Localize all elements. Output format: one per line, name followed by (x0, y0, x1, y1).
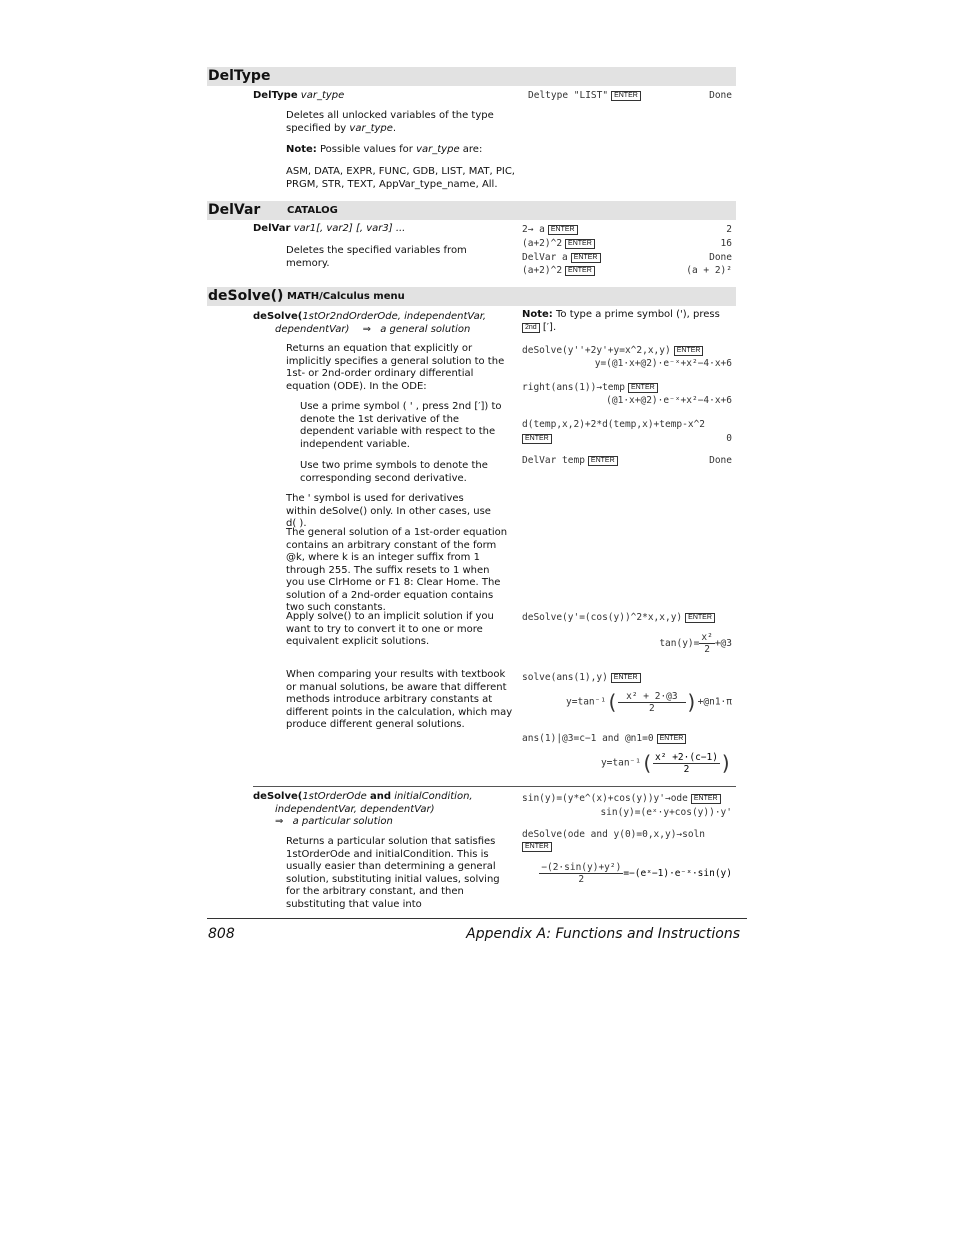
deltype-note-label: Note: (286, 144, 317, 155)
desolve-ex5-right: +@3 (714, 638, 732, 649)
deltype-example-result: Done (709, 90, 732, 101)
desolve-syntax1-result: a general solution (380, 324, 471, 335)
desolve-note-label: Note: (522, 309, 553, 320)
desolve-syntax1 (253, 310, 513, 336)
desolve-p7: When comparing your results with textbook or manual solutions, be aware that different methods introduce arbitrary constants at different points in the calculation, which may produce different general solutions. (286, 669, 513, 730)
desolve-ex6-result (566, 690, 732, 714)
delvar-syntax-rest: var1[, var2] [, var3] ... (293, 223, 406, 234)
enter-key: ENTER (588, 456, 618, 466)
deltype-note-arg: var_type (416, 144, 460, 155)
delvar-ex-cmd-text: (a+2)^2 (522, 265, 563, 276)
deltype-description (286, 110, 496, 135)
deltype-desc-arg: var_type (349, 122, 393, 134)
desolve-ex1-cmd (522, 345, 703, 356)
desolve-p1: Returns an equation that explicitly or implicitly specifies a general solution to the 1st- or 2nd-order ordinary differential equation (ODE). In the ODE: (286, 343, 505, 392)
deltype-syntax-arg: var_type (300, 90, 345, 101)
desolve-syntax1-line2: dependentVar) (275, 324, 350, 335)
desolve-ex9-result (539, 862, 732, 885)
deltype-values (286, 166, 526, 191)
deltype-header-bar (207, 67, 736, 86)
arrow-icon: ⇒ (275, 816, 284, 827)
footer-rule (207, 918, 747, 919)
enter-key: ENTER (611, 91, 641, 101)
delvar-example-result-0: 2 (726, 224, 732, 235)
desolve-syntax2-b: initialCondition, (394, 791, 473, 802)
delvar-syntax-cmd: DelVar (253, 223, 291, 234)
delvar-example-result-2: Done (709, 252, 732, 263)
desolve-syntax2-a: 1stOrderOde (302, 791, 367, 802)
desolve-p2: Use a prime symbol ( ' , press 2nd [′]) to denote the 1st derivative of the dependent variable with respect to the independent variable. (300, 401, 502, 450)
desolve-ex5-text: deSolve(y'=(cos(y))^2*x,x,y) (522, 612, 683, 623)
desolve-ex6-left: y=tan⁻¹ (566, 696, 607, 708)
deltype-example-cmd (528, 90, 641, 101)
deltype-note-text2: are: (462, 144, 483, 155)
deltype-syntax (253, 90, 344, 101)
paren-open: ( (606, 690, 619, 714)
desolve-ex5-num: x² (701, 632, 713, 643)
desolve-ex7-fraction (653, 752, 720, 775)
delvar-heading: DelVar (208, 202, 261, 218)
deltype-values-line1: ASM, DATA, EXPR, FUNC, GDB, LIST, MAT, PIC, (286, 166, 515, 177)
desolve-ex7-num: x² +2·(c−1) (655, 751, 718, 763)
desolve-ex5-result (659, 632, 732, 655)
enter-key: ENTER (628, 383, 658, 393)
desolve-ex9-den: 2 (578, 874, 585, 885)
desolve-ex4-text: DelVar temp (522, 455, 585, 466)
desolve-ex8-text: sin(y)=(y*e^(x)+cos(y))y'→ode (522, 793, 688, 804)
desolve-ex6-num: x² + 2·@3 (618, 691, 685, 703)
deltype-heading: DelType (208, 68, 271, 84)
desolve-ex2-text: right(ans(1))→temp (522, 382, 625, 393)
delvar-ex-cmd-text: (a+2)^2 (522, 238, 563, 249)
desolve-ex7-left: y=tan⁻¹ (600, 757, 641, 769)
delvar-example-cmd-1 (522, 238, 595, 249)
desolve-ex2-cmd (522, 382, 658, 393)
enter-key: ENTER (565, 239, 595, 249)
desolve-syntax1-cmd: deSolve( (253, 311, 303, 322)
desolve-ex4-cmd (522, 455, 618, 466)
deltype-example-text: Deltype "LIST" (528, 90, 609, 101)
paren-close: ) (685, 690, 698, 714)
delvar-syntax (253, 223, 405, 234)
desolve-p6: Apply solve() to an implicit solution if you want to try to convert it to one or more equivalent explicit solutions. (286, 611, 494, 647)
desolve-ex6-text: solve(ans(1),y) (522, 672, 608, 683)
desolve-ex8-result: sin(y)=(eˣ·y+cos(y))·y' (600, 807, 732, 818)
desolve-ex9-num: −(2·sin(y)+y²) (541, 862, 622, 873)
desolve-ex3-key (519, 433, 552, 444)
desolve-ex6-fraction (618, 691, 685, 714)
desolve-ex8-cmd (522, 793, 721, 804)
desolve-p4: The ' symbol is used for derivatives within deSolve() only. In other cases, use d( ). (286, 493, 491, 529)
delvar-ex-cmd-text: 2→ a (522, 224, 545, 235)
desolve-ex1-text: deSolve(y''+2y'+y=x^2,x,y) (522, 345, 671, 356)
desolve-ex7-cmd (522, 733, 686, 744)
delvar-example-cmd-3 (522, 265, 595, 276)
desolve-syntax2-and: and (369, 791, 391, 802)
prime-key-label: [′]. (542, 321, 557, 333)
desolve-p5: The general solution of a 1st-order equation contains an arbitrary constant of the form @k, where k is an integer suffix from 1 through 255. The suffix resets to 1 when you use ClrHome or F1 8: Clear Home. The solution of a 2nd-order equation contains two such constants. (286, 527, 508, 613)
enter-key: ENTER (691, 794, 721, 804)
desolve-syntax2-line2: independentVar, dependentVar) (275, 803, 435, 815)
desolve-ex1-result: y=(@1·x+@2)·e⁻ˣ+x²−4·x+6 (594, 358, 732, 369)
deltype-note (286, 144, 516, 157)
desolve-ex5-cmd (522, 612, 715, 623)
delvar-example-result-1: 16 (720, 238, 732, 249)
desolve-ex5-fraction (699, 632, 714, 655)
desolve-ex5-den: 2 (704, 644, 710, 655)
enter-key: ENTER (522, 434, 552, 444)
desolve-ex4-result: Done (709, 455, 732, 466)
delvar-description: Deletes the specified variables from memory. (286, 245, 467, 269)
deltype-desc-end: . (392, 122, 397, 134)
desolve-ex9-fraction (539, 862, 623, 885)
deltype-syntax-cmd: DelType (253, 90, 298, 101)
2nd-key: 2nd (522, 323, 540, 333)
page-number: 808 (208, 926, 235, 942)
enter-key: ENTER (565, 266, 595, 276)
enter-key: ENTER (611, 673, 641, 683)
enter-key: ENTER (674, 346, 704, 356)
desolve-heading: deSolve() (208, 288, 284, 304)
delvar-example-cmd-0 (522, 224, 578, 235)
delvar-category: CATALOG (287, 205, 338, 216)
paren-open: ( (640, 751, 654, 775)
delvar-example-cmd-2 (522, 252, 601, 263)
desolve-ex9-cmd: deSolve(ode and y(0)=0,x,y)→soln (522, 829, 706, 840)
delvar-example-result-3: (a + 2)² (686, 265, 732, 276)
footer-title: Appendix A: Functions and Instructions (466, 926, 740, 942)
desolve-note-text: To type a prime symbol ('), press (556, 309, 720, 320)
desolve-note (522, 309, 722, 334)
desolve-syntax2 (253, 791, 513, 829)
desolve-syntax2-result: a particular solution (292, 816, 393, 827)
enter-key: ENTER (548, 225, 578, 235)
delvar-ex-cmd-text: DelVar a (522, 252, 568, 263)
paren-close: ) (719, 751, 732, 775)
desolve-category: MATH/Calculus menu (287, 291, 405, 302)
desolve-ex5-left: tan(y)= (659, 638, 700, 649)
enter-key: ENTER (571, 253, 601, 263)
desolve-ex7-result (601, 751, 732, 775)
desolve-ex9-key (519, 841, 552, 852)
desolve-ex2-result: (@1·x+@2)·e⁻ˣ+x²−4·x+6 (606, 395, 732, 406)
deltype-values-line2: PRGM, STR, TEXT, AppVar_type_name, All. (286, 178, 498, 190)
desolve-syntax1-args: 1stOr2ndOrderOde, independentVar, (302, 311, 487, 322)
desolve-ex6-right: +@n1·π (697, 696, 732, 708)
deltype-desc-text: Deletes all unlocked variables of the type specified by (286, 110, 494, 134)
desolve-ex3-result: 0 (726, 433, 732, 444)
desolve-ex7-text: ans(1)|@3=c−1 and @n1=0 (522, 733, 654, 744)
desolve-p8: Returns a particular solution that satisfies 1stOrderOde and initialCondition. This is usually easier than determining a general solution, substituting initial values, solving for the arbitrary constant, and then substituting that value into (286, 836, 500, 910)
desolve-syntax2-cmd: deSolve( (253, 791, 303, 802)
desolve-ex6-den: 2 (649, 702, 655, 714)
deltype-note-text1: Possible values for (320, 144, 413, 155)
arrow-icon: ⇒ (362, 324, 372, 335)
enter-key: ENTER (685, 613, 715, 623)
desolve-ex9-right: =−(eˣ−1)·e⁻ˣ·sin(y) (623, 868, 732, 879)
section-divider (253, 786, 736, 787)
enter-key: ENTER (657, 734, 687, 744)
enter-key: ENTER (522, 842, 552, 852)
desolve-ex6-cmd (522, 672, 641, 683)
desolve-ex7-den: 2 (683, 763, 690, 775)
desolve-p3: Use two prime symbols to denote the corresponding second derivative. (300, 460, 488, 484)
desolve-ex3-cmd: d(temp,x,2)+2*d(temp,x)+temp-x^2 (522, 419, 706, 430)
